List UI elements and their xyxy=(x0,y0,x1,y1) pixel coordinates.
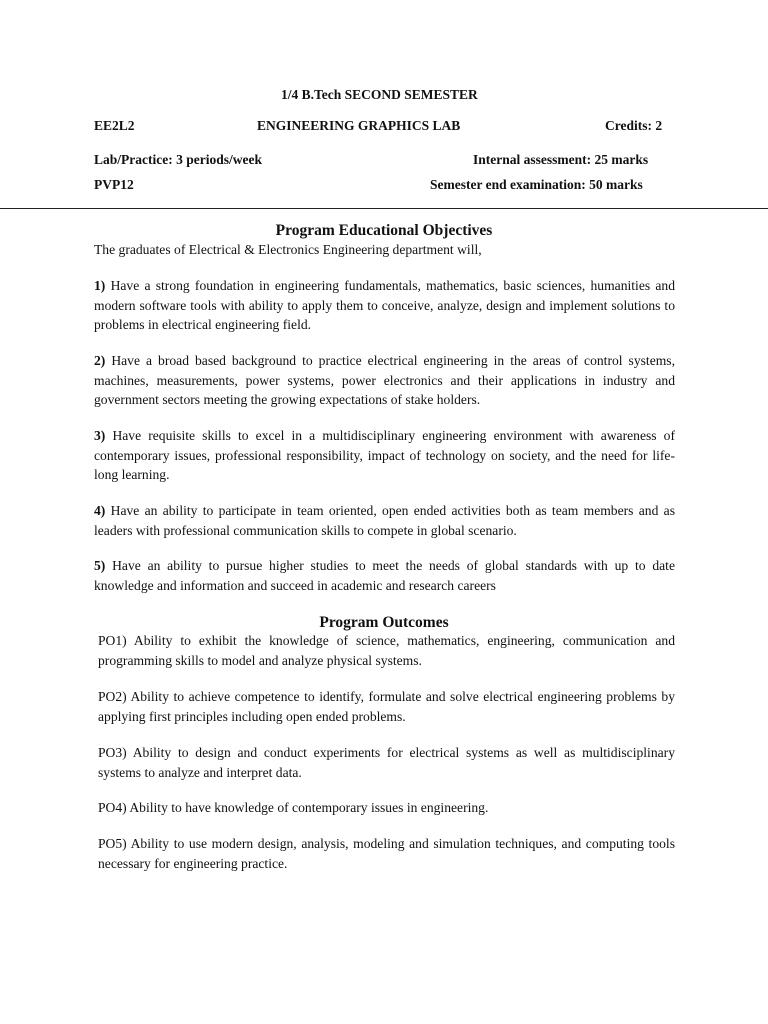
course-code: EE2L2 xyxy=(94,118,135,133)
semester-heading: 1/4 B.Tech SECOND SEMESTER xyxy=(281,87,478,102)
peo-item-text: Have an ability to participate in team oriented, open ended activities both as team members and as leaders with professional communication skills to compete in global scenario. xyxy=(94,503,675,538)
peo-item xyxy=(94,276,675,335)
po-item: PO4) Ability to have knowledge of contemporary issues in engineering. xyxy=(98,800,489,815)
peo-item-number: 5) xyxy=(94,558,106,573)
po-item: PO2) Ability to achieve competence to identify, formulate and solve electrical engineering problems by applying first principles including open ended problems. xyxy=(98,689,675,724)
regulation-code: PVP12 xyxy=(94,177,134,192)
peo-item xyxy=(94,501,675,540)
semester-end-exam: Semester end examination: 50 marks xyxy=(430,177,643,192)
peo-item xyxy=(94,556,675,595)
peo-item-text: Have a broad based background to practice electrical engineering in the areas of control systems, machines, measurements, power systems, power electronics and their applications in industry and government sectors meeting the growing expectations of stake holders. xyxy=(94,353,675,407)
peo-item-number: 2) xyxy=(94,353,106,368)
header-divider xyxy=(0,208,768,209)
peo-item-text: Have requisite skills to excel in a multidisciplinary engineering environment with awareness of contemporary issues, professional responsibility, impact of technology on society, and the need for life-long learning. xyxy=(94,428,675,482)
credits: Credits: 2 xyxy=(605,118,663,133)
peo-item-number: 3) xyxy=(94,428,106,443)
peo-item-text: Have an ability to pursue higher studies to meet the needs of global standards with up to date knowledge and information and succeed in academic and research careers xyxy=(94,558,675,593)
internal-assessment: Internal assessment: 25 marks xyxy=(473,152,649,167)
po-item: PO1) Ability to exhibit the knowledge of science, mathematics, engineering, communication and programming skills to model and analyze physical systems. xyxy=(98,633,675,668)
peo-title: Program Educational Objectives xyxy=(275,222,493,239)
peo-item-number: 4) xyxy=(94,503,106,518)
course-title: ENGINEERING GRAPHICS LAB xyxy=(257,118,461,133)
peo-intro: The graduates of Electrical & Electronics Engineering department will, xyxy=(94,242,482,257)
po-item: PO3) Ability to design and conduct experiments for electrical systems as well as multidisciplinary systems to analyze and interpret data. xyxy=(98,745,675,780)
po-title: Program Outcomes xyxy=(319,614,449,631)
peo-item-number: 1) xyxy=(94,278,106,293)
peo-item xyxy=(94,351,675,410)
peo-item xyxy=(94,426,675,485)
po-item: PO5) Ability to use modern design, analysis, modeling and simulation techniques, and computing tools necessary for engineering practice. xyxy=(98,836,675,871)
lab-practice-periods: Lab/Practice: 3 periods/week xyxy=(94,152,262,167)
peo-item-text: Have a strong foundation in engineering fundamentals, mathematics, basic sciences, humanities and modern software tools with ability to apply them to conceive, analyze, design and implement solutions to problems in electrical engineering field. xyxy=(94,278,675,332)
